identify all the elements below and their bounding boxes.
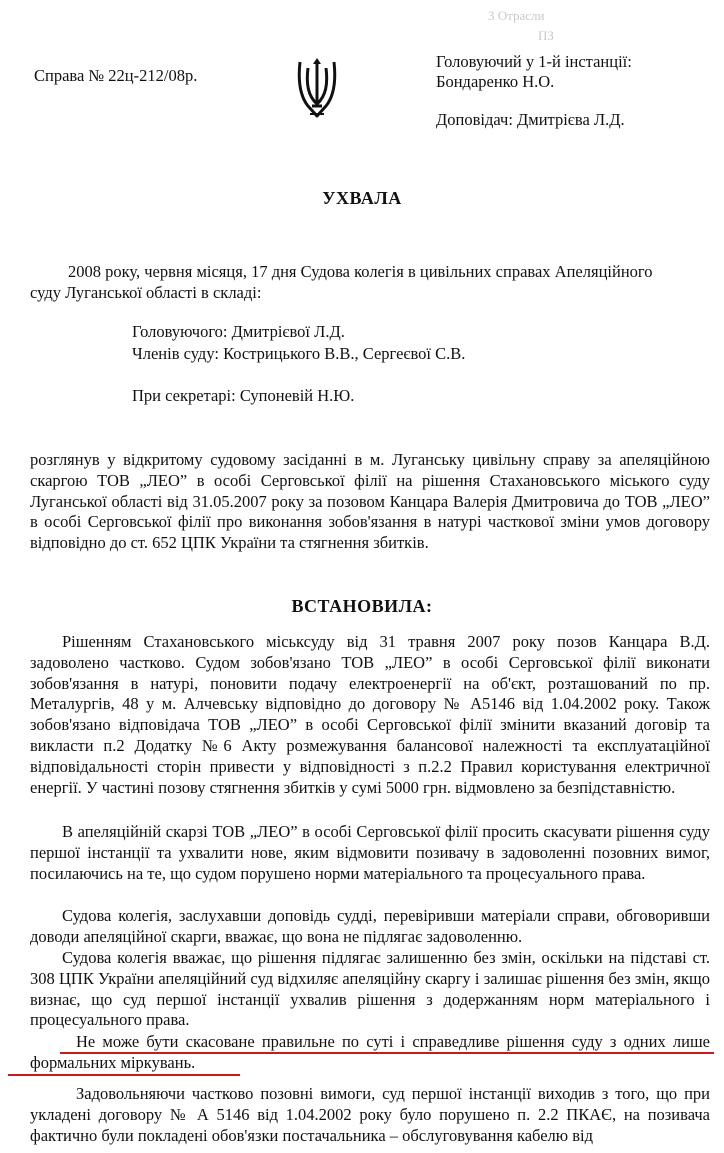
body-paragraph-6: Задовольняючи частково позовні вимоги, суд першої інстанції виходив з того, що при укладені договору № А 5146 від 1.04.2002 року було порушено п. 2.2 ПКАЄ, на позивача фактично були покладені обов'язки постачальника – обслуговування кабелю від: [30, 1084, 710, 1145]
panel-presiding: Головуючого: Дмитрієвої Л.Д.: [132, 322, 345, 341]
red-underline-1: [60, 1052, 714, 1054]
body-paragraph-2: В апеляційній скарзі ТОВ „ЛЕО” в особі Серговської філії просить скасувати рішення суду першої інстанції та ухвалити нове, яким відмовити позивачу в задоволенні позовних вимог, посилаючись на те, що судом порушено норми матеріального та процесуального права.: [30, 822, 710, 883]
trident-icon: [296, 56, 338, 127]
panel-secretary: При секретарі: Супоневій Н.Ю.: [132, 386, 355, 405]
section-title: ВСТАНОВИЛА:: [291, 596, 433, 616]
red-underline-2: [8, 1074, 240, 1076]
case-number: Справа № 22ц-212/08р.: [34, 66, 198, 85]
stamp-text-2: ПЗ: [538, 28, 554, 43]
body-paragraph-1: Рішенням Стахановського міськсуду від 31 травня 2007 року позов Канцара В.Д. задоволено частково. Судом зобов'язано ТОВ „ЛЕО” в особі Серговської філії виконати зобов'язання в натурі, поновити подачу електроенергії на об'єкт, розташований по пр. Металургів, 48 у м. Алчевську відповідно до договору № А5146 від 1.04.2002 року. Також зобов'язано відповідача ТОВ „ЛЕО” в особі Серговської філії змінити вказаний договір та викласти п.2 Додатку №6 Акту розмежування балансової належності та експлуатаційної відповідальності сторін привести у відповідності з п.2.2 Правил користування електричної енергії. У частині позову стягнення збитків у сумі 5000 грн. відмовлено за безпідставністю.: [30, 632, 710, 797]
intro-line-1: 2008 року, червня місяця, 17 дня Судова колегія в цивільних справах Апеляційного: [68, 262, 653, 281]
body-paragraph-3: Судова колегія, заслухавши доповідь судді, перевіривши матеріали справи, обговоривши доводи апеляційної скарги, вважає, що вона не підлягає задоволенню.: [30, 906, 710, 946]
intro-line-2: суду Луганської області в складі:: [30, 283, 262, 302]
panel-members: Членів суду: Кострицького В.В., Сергеєвої С.В.: [132, 344, 466, 363]
body-paragraph-5: Не може бути скасоване правильне по суті і справедливе рішення суду з одних лише формальних міркувань.: [30, 1032, 710, 1072]
presiding-name: Бондаренко Н.О.: [436, 72, 555, 91]
stamp-text-1: 3 Отрасли: [488, 8, 545, 23]
presiding-first-instance: Головуючий у 1-й інстанції:: [436, 52, 632, 71]
document-title: УХВАЛА: [322, 188, 402, 208]
body-paragraph-4: Судова колегія вважає, що рішення підлягає залишенню без змін, оскільки на підставі ст. 308 ЦПК України апеляційний суд відхиляє апеляційну скаргу і залишає рішення без змін, якщо визнає, що суд першої інстанції ухвалив рішення з додержанням норм матеріального і процесуального права.: [30, 948, 710, 1030]
considered-paragraph: розглянув у відкритому судовому засіданні в м. Луганську цивільну справу за апеляційною скаргою ТОВ „ЛЕО” в особі Серговської філії на рішення Стахановського міського суду Луганської області від 31.05.2007 року за позовом Канцара Валерія Дмитровича до ТОВ „ЛЕО” в особі Серговської філії про виконання зобов'язання в натурі часткової зміни умов договору відповідно до ст. 652 ЦПК України та стягнення збитків.: [30, 450, 710, 553]
rapporteur: Доповідач: Дмитрієва Л.Д.: [436, 110, 625, 129]
